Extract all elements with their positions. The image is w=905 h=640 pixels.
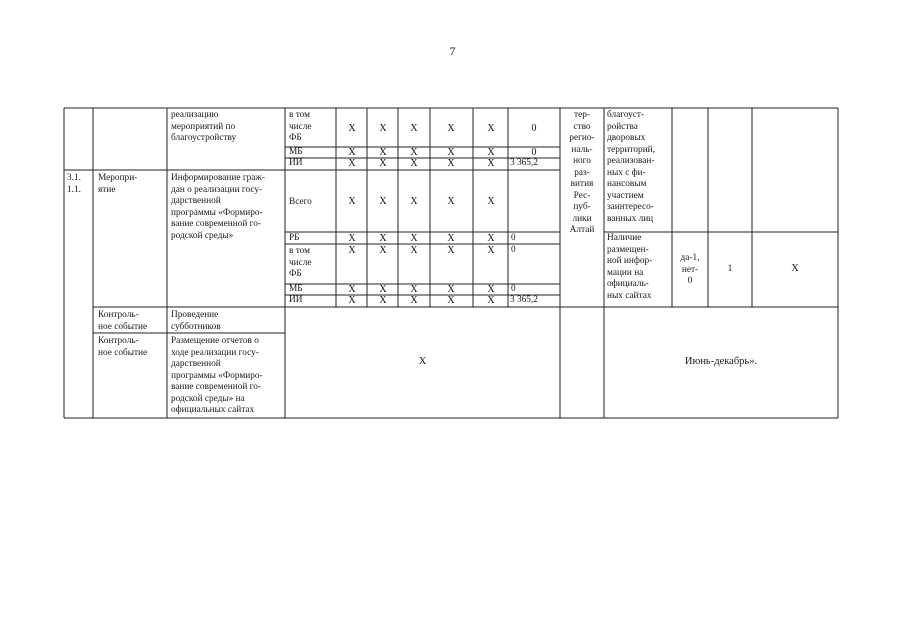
cell-x: Х [348,147,356,158]
control-event-2-type: Контроль- ное событие [98,336,148,358]
cell-x: Х [487,196,495,207]
row-b-activity: Информирование граж- дан о реализации госу- дарственной программы «Формиро- вание современной го- родской среды» [171,173,265,241]
row-a-incl-label: в том числе ФБ [289,110,312,143]
executor-cell: тер- ство регио- наль- ного раз- вития Рес- пуб- лики Алтай [569,110,595,235]
cell-x: Х [410,158,418,169]
cell-x: Х [487,295,495,306]
row-b-mb-label: МБ [289,284,303,294]
cell-x: Х [410,284,418,295]
control-event-1-type: Контроль- ное событие [98,310,148,332]
cell-x: Х [379,245,387,256]
row-a-mb-total: 0 [531,147,537,158]
cell-x: Х [487,123,495,134]
merged-cross: Х [418,356,427,367]
cell-x: Х [487,245,495,256]
cell-x: Х [379,233,387,244]
cell-x: Х [487,233,495,244]
row-b-number: 3.1. 1.1. [67,173,81,195]
cell-x: Х [348,295,356,306]
cell-x: Х [379,123,387,134]
cell-x: Х [447,147,455,158]
row-b-rb-value: 0 [511,233,516,243]
cell-x: Х [348,245,356,256]
control-event-1-text: Проведение субботников [171,310,221,332]
row-a-mb-label: МБ [289,147,303,157]
row-b-incl-label: в том числе ФБ [289,246,312,279]
cell-x: Х [447,123,455,134]
cell-x: Х [447,196,455,207]
cell-x: Х [379,295,387,306]
cell-x: Х [447,233,455,244]
indicator-b-value: 1 [727,264,733,274]
cell-x: Х [410,233,418,244]
cell-x: Х [410,123,418,134]
cell-x: Х [487,147,495,158]
row-a-activity: реализацию мероприятий по благоустройству [171,110,237,143]
row-a-ii-label: ИИ [289,158,303,168]
cell-x: Х [348,158,356,169]
indicator-a: благоуст- ройства дворовых территорий, реализован- ных с фи- нансовым участием заинтересо- ванных лиц [607,110,655,224]
row-b-rb-label: РБ [289,233,300,243]
cell-x: Х [447,284,455,295]
cell-x: Х [410,245,418,256]
cell-x: Х [447,295,455,306]
row-b-type: Меропри- ятие [98,173,138,195]
cell-x: Х [410,295,418,306]
indicator-b-unit: да-1, нет- 0 [680,253,700,286]
cell-x: Х [348,233,356,244]
cell-x: Х [348,196,356,207]
cell-x: Х [447,245,455,256]
cell-x: Х [410,196,418,207]
row-b-total-label: Всего [289,197,312,207]
cell-x: Х [487,284,495,295]
cell-x: Х [348,123,356,134]
period-cell: Июнь-декабрь». [684,356,758,367]
cell-x: Х [447,158,455,169]
control-event-2-text: Размещение отчетов о ходе реализации госу- дарственной программы «Формиро- вание современной го- родской среды» на официальных сайтах [171,336,263,415]
row-a-ii-total: 3 365,2 [510,158,538,168]
cell-x: Х [379,147,387,158]
cell-x: Х [379,158,387,169]
cell-x: Х [379,196,387,207]
indicator-b: Наличие размещен- ной инфор- мации на официаль- ных сайтах [607,233,653,301]
indicator-b-last: Х [791,263,799,274]
row-b-fb-value: 0 [511,245,516,255]
cell-x: Х [487,158,495,169]
row-b-ii-total: 3 365,2 [510,295,538,305]
row-b-mb-value: 0 [511,284,516,294]
cell-x: Х [348,284,356,295]
row-a-fb-total: 0 [531,123,537,134]
cell-x: Х [410,147,418,158]
page-number: 7 [449,44,456,58]
row-b-ii-label: ИИ [289,295,303,305]
cell-x: Х [379,284,387,295]
